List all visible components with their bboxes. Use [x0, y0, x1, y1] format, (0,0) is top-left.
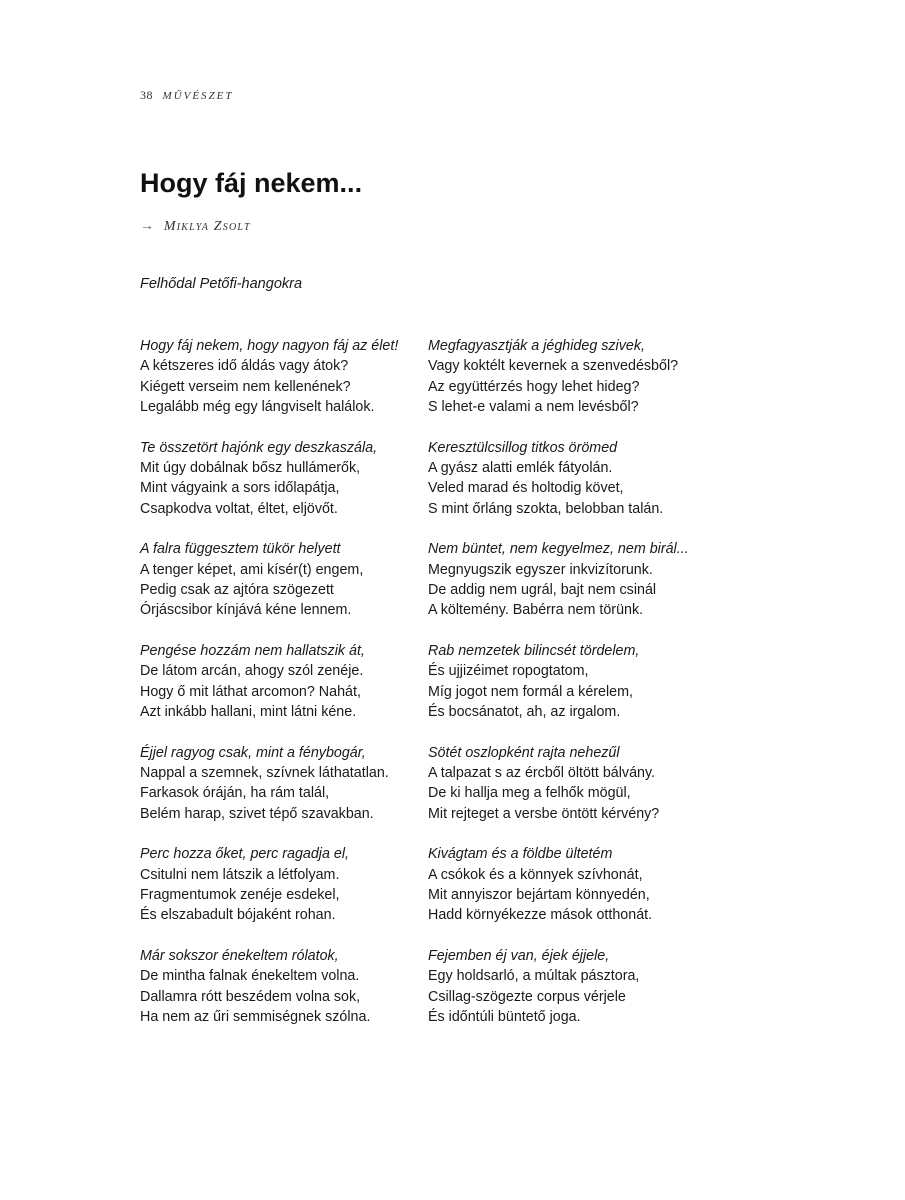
poem-line: Nem büntet, nem kegyelmez, nem birál... [428, 541, 689, 558]
poem-line: Perc hozza őket, perc ragadja el, [140, 846, 350, 863]
poem-line: Pengése hozzám nem hallatszik át, [140, 643, 365, 660]
poem-line: A tenger képet, ami kísér(t) engem, [140, 561, 364, 578]
poem-line: S lehet-e valami a nem levésből? [428, 398, 639, 415]
poem-stanza [428, 539, 708, 620]
poem-stanza [140, 743, 420, 824]
poem-stanza [428, 641, 708, 722]
poem-stanza [428, 946, 708, 1027]
poem-line: Keresztülcsillog titkos örömed [428, 439, 618, 456]
poem-column-right [428, 336, 708, 1048]
section-name: MŰVÉSZET [162, 90, 234, 102]
poem-line: Ha nem az űri semmiségnek szólna. [140, 1009, 371, 1026]
poem-line: S mint őrláng szokta, belobban talán. [428, 500, 664, 517]
article-title: Hogy fáj nekem... [140, 168, 363, 198]
poem-stanza [140, 844, 420, 925]
poem-line: De mintha falnak énekeltem volna. [140, 968, 360, 985]
poem-line: Egy holdsarló, a múltak pásztora, [428, 968, 640, 985]
poem-line: Mit rejteget a versbe öntött kérvény? [428, 805, 660, 822]
poem-line: Te összetört hajónk egy deszkaszála, [140, 439, 378, 456]
poem-line: Kiégett verseim nem kellenének? [140, 378, 351, 395]
poem-line: Vagy koktélt kevernek a szenvedésből? [428, 358, 679, 375]
poem-line: Megnyugszik egyszer inkvizítorunk. [428, 561, 653, 578]
poem-line: Megfagyasztják a jéghideg szivek, [428, 338, 645, 354]
poem-line: A falra függesztem tükör helyett [140, 541, 341, 558]
poem-line: A kétszeres idő áldás vagy átok? [140, 358, 349, 375]
poem-line: Pedig csak az ajtóra szögezett [140, 581, 334, 598]
poem-line: Veled marad és holtodig követ, [428, 480, 624, 497]
poem-line: Fejemben éj van, éjek éjjele, [428, 948, 610, 965]
poem-line: Csitulni nem látszik a létfolyam. [140, 866, 340, 883]
poem-line: Csillag-szögezte corpus vérjele [428, 988, 626, 1005]
poem-line: Kivágtam és a földbe ültetém [428, 846, 613, 863]
poem-line: A költemény. Babérra nem törünk. [428, 602, 644, 619]
page-number: 38 [140, 88, 153, 102]
poem-line: Sötét oszlopként rajta nehezűl [428, 744, 620, 761]
author-line [140, 219, 251, 235]
poem-stanza [140, 539, 420, 620]
poem-line: És időntúli büntető joga. [428, 1009, 581, 1026]
poem-line: De látom arcán, ahogy szól zenéje. [140, 663, 364, 680]
poem-line: És bocsánatot, ah, az irgalom. [428, 703, 621, 720]
poem-column-left [140, 336, 420, 1048]
poem-line: Legalább még egy lángviselt halálok. [140, 398, 375, 415]
poem-line: A csókok és a könnyek szívhonát, [428, 866, 643, 883]
poem-stanza [140, 336, 420, 417]
poem-stanza [428, 336, 708, 417]
poem-line: És elszabadult bójaként rohan. [140, 907, 336, 924]
article-subtitle: Felhődal Petőfi-hangokra [140, 276, 303, 292]
poem-line: Belém harap, szivet tépő szavakban. [140, 805, 374, 822]
poem-line: Hogy fáj nekem, hogy nagyon fáj az élet! [140, 338, 399, 354]
poem-line: Órjáscsibor kínjává kéne lennem. [140, 602, 352, 619]
poem-line: De addig nem ugrál, bajt nem csinál [428, 581, 657, 598]
poem-line: Farkasok óráján, ha rám talál, [140, 785, 330, 802]
poem-line: Azt inkább hallani, mint látni kéne. [140, 703, 357, 720]
poem-stanza [140, 946, 420, 1027]
poem-line: Mit annyiszor bejártam könnyedén, [428, 887, 650, 904]
poem-line: Mint vágyaink a sors időlapátja, [140, 480, 340, 497]
poem-stanza [428, 743, 708, 824]
poem-stanza [140, 438, 420, 519]
poem-line: Míg jogot nem formál a kérelem, [428, 683, 634, 700]
poem-line: Csapkodva voltat, éltet, eljövőt. [140, 500, 338, 517]
poem-line: Fragmentumok zenéje esdekel, [140, 887, 340, 904]
running-head [140, 88, 234, 103]
poem-stanza [428, 438, 708, 519]
poem-line: Az együttérzés hogy lehet hideg? [428, 378, 640, 395]
poem-line: A talpazat s az ércből öltött bálvány. [428, 765, 656, 782]
poem-line: Nappal a szemnek, szívnek láthatatlan. [140, 765, 389, 782]
poem-stanza [140, 641, 420, 722]
poem-line: Már sokszor énekeltem rólatok, [140, 948, 339, 965]
author-name: Miklya Zsolt [163, 219, 251, 234]
poem-line: Mit úgy dobálnak bősz hullámerők, [140, 459, 361, 476]
poem-line: A gyász alatti emlék fátyolán. [428, 459, 613, 476]
poem-line: És ujjizéimet ropogtatom, [428, 663, 589, 680]
poem-line: Éjjel ragyog csak, mint a fénybogár, [140, 744, 366, 761]
poem-line: Hogy ő mit láthat arcomon? Nahát, [140, 683, 361, 700]
arrow-right-icon: → [140, 219, 156, 234]
poem-stanza [428, 844, 708, 925]
poem-line: Dallamra rótt beszédem volna sok, [140, 988, 361, 1005]
poem-line: Hadd környékezze mások otthonát. [428, 907, 653, 924]
poem-line: Rab nemzetek bilincsét tördelem, [428, 643, 640, 660]
poem-line: De ki hallja meg a felhők mögül, [428, 785, 631, 802]
